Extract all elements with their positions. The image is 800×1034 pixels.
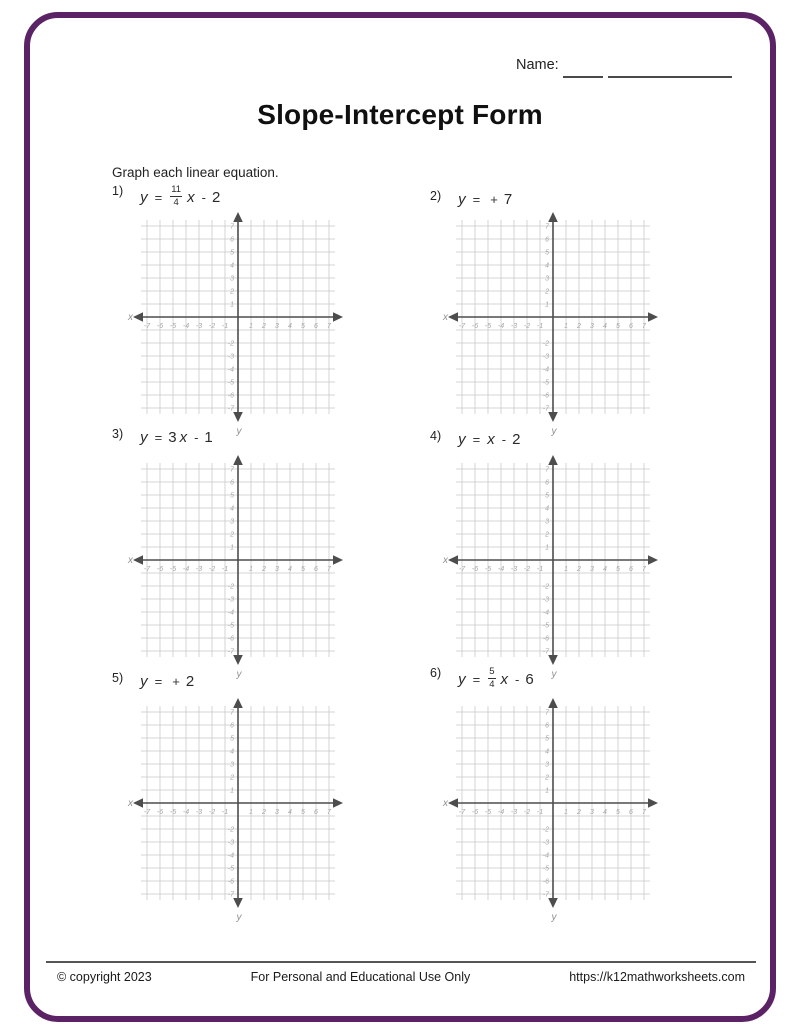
equation-part: 1 xyxy=(204,429,213,446)
svg-text:-4: -4 xyxy=(227,852,234,860)
svg-text:4: 4 xyxy=(230,262,234,270)
equation-part: = xyxy=(154,674,163,689)
svg-text:4: 4 xyxy=(545,505,549,513)
svg-text:5: 5 xyxy=(301,809,305,816)
equation-part: 2 xyxy=(512,431,521,448)
svg-text:2: 2 xyxy=(545,288,549,296)
svg-text:4: 4 xyxy=(603,323,607,330)
svg-text:4: 4 xyxy=(230,748,234,756)
svg-text:-7: -7 xyxy=(458,566,466,573)
svg-text:x: x xyxy=(128,555,133,566)
svg-text:3: 3 xyxy=(275,566,279,573)
svg-text:2: 2 xyxy=(577,809,581,816)
svg-text:-6: -6 xyxy=(227,878,234,886)
equation-part: + xyxy=(490,192,498,207)
svg-text:-3: -3 xyxy=(195,323,203,330)
problem-1 xyxy=(112,186,221,208)
equation-part: 7 xyxy=(503,191,513,208)
svg-text:1: 1 xyxy=(230,787,234,795)
equation-part: y xyxy=(458,431,466,448)
problem-number: 2) xyxy=(430,189,442,203)
svg-text:1: 1 xyxy=(230,544,234,552)
svg-text:6: 6 xyxy=(230,722,234,730)
website-url-link[interactable]: https://k12mathworksheets.com xyxy=(569,970,745,984)
svg-text:3: 3 xyxy=(545,518,549,526)
svg-text:-5: -5 xyxy=(169,809,177,816)
svg-text:-6: -6 xyxy=(156,323,164,330)
svg-text:-3: -3 xyxy=(542,839,549,847)
svg-text:-2: -2 xyxy=(523,323,531,330)
svg-text:-1: -1 xyxy=(221,566,229,573)
equation-part: = xyxy=(472,192,481,207)
svg-text:4: 4 xyxy=(288,566,292,573)
svg-text:y: y xyxy=(236,669,242,680)
equation-part: y xyxy=(458,191,466,208)
svg-text:4: 4 xyxy=(603,566,607,573)
svg-text:7: 7 xyxy=(327,566,331,573)
svg-text:-4: -4 xyxy=(227,366,234,374)
svg-text:-6: -6 xyxy=(156,566,164,573)
svg-text:-6: -6 xyxy=(471,809,479,816)
equation-part: y xyxy=(458,670,466,688)
svg-text:-2: -2 xyxy=(208,323,216,330)
svg-text:-2: -2 xyxy=(542,826,549,834)
svg-text:-3: -3 xyxy=(510,809,518,816)
svg-text:2: 2 xyxy=(545,531,549,539)
svg-text:-5: -5 xyxy=(169,566,177,573)
svg-text:-6: -6 xyxy=(471,323,479,330)
coordinate-grid-3 xyxy=(126,454,350,682)
svg-text:6: 6 xyxy=(545,236,549,244)
svg-text:1: 1 xyxy=(249,323,253,330)
equation-part: 3 xyxy=(168,429,177,446)
svg-text:-3: -3 xyxy=(227,839,234,847)
equation-part: = xyxy=(472,432,481,447)
svg-text:-3: -3 xyxy=(542,353,549,361)
svg-text:-7: -7 xyxy=(458,809,466,816)
svg-text:-5: -5 xyxy=(227,379,234,387)
svg-text:7: 7 xyxy=(327,809,331,816)
svg-text:5: 5 xyxy=(230,492,234,500)
svg-text:5: 5 xyxy=(230,249,234,257)
svg-text:-4: -4 xyxy=(497,566,505,573)
svg-text:-5: -5 xyxy=(169,323,177,330)
svg-text:-3: -3 xyxy=(510,323,518,330)
coordinate-grid-6 xyxy=(441,697,665,925)
svg-text:-6: -6 xyxy=(542,878,549,886)
svg-text:-5: -5 xyxy=(542,379,549,387)
svg-text:-2: -2 xyxy=(523,809,531,816)
svg-text:-5: -5 xyxy=(227,865,234,873)
svg-text:7: 7 xyxy=(545,466,549,474)
svg-text:2: 2 xyxy=(230,288,234,296)
svg-text:y: y xyxy=(551,912,557,923)
fraction: $\frac{5}{4}$ xyxy=(489,666,495,690)
svg-text:-1: -1 xyxy=(221,323,229,330)
svg-text:5: 5 xyxy=(616,566,620,573)
svg-text:1: 1 xyxy=(564,323,568,330)
svg-text:y: y xyxy=(551,426,557,437)
svg-text:6: 6 xyxy=(629,323,633,330)
svg-text:-5: -5 xyxy=(484,323,492,330)
svg-text:-3: -3 xyxy=(227,353,234,361)
svg-text:3: 3 xyxy=(545,761,549,769)
svg-text:-6: -6 xyxy=(542,635,549,643)
svg-text:-3: -3 xyxy=(195,566,203,573)
svg-text:-4: -4 xyxy=(497,323,505,330)
svg-text:-1: -1 xyxy=(536,323,544,330)
equation-part: y xyxy=(140,673,148,690)
equation-part: y xyxy=(140,429,148,446)
svg-text:3: 3 xyxy=(230,761,234,769)
svg-text:-7: -7 xyxy=(542,405,549,413)
svg-text:-1: -1 xyxy=(221,809,229,816)
svg-text:-7: -7 xyxy=(542,891,549,899)
instruction-text: Graph each linear equation. xyxy=(112,165,279,180)
svg-text:-2: -2 xyxy=(542,340,549,348)
problem-2 xyxy=(430,191,513,208)
equation-part: y xyxy=(140,188,148,206)
equation-part: 2 xyxy=(185,673,195,690)
svg-text:5: 5 xyxy=(616,809,620,816)
svg-text:-5: -5 xyxy=(227,622,234,630)
svg-text:6: 6 xyxy=(629,809,633,816)
svg-text:-4: -4 xyxy=(542,366,549,374)
footer-divider xyxy=(46,961,756,963)
svg-text:3: 3 xyxy=(230,518,234,526)
svg-text:1: 1 xyxy=(564,566,568,573)
svg-text:7: 7 xyxy=(327,323,331,330)
svg-text:3: 3 xyxy=(590,323,594,330)
svg-text:-4: -4 xyxy=(497,809,505,816)
problem-number: 1) xyxy=(112,184,124,198)
svg-text:3: 3 xyxy=(275,809,279,816)
equation-part: = xyxy=(154,189,163,205)
svg-text:4: 4 xyxy=(230,505,234,513)
equation-part: = xyxy=(472,671,481,687)
name-underline-segment-2 xyxy=(608,76,732,78)
svg-text:2: 2 xyxy=(230,774,234,782)
equation-part: = xyxy=(154,430,163,445)
equation-part: + xyxy=(172,674,180,689)
svg-text:4: 4 xyxy=(288,323,292,330)
equation-part: - xyxy=(501,432,507,447)
usage-text: For Personal and Educational Use Only xyxy=(250,970,471,984)
svg-text:-2: -2 xyxy=(227,340,234,348)
svg-text:3: 3 xyxy=(275,323,279,330)
svg-text:7: 7 xyxy=(230,466,234,474)
svg-text:-2: -2 xyxy=(208,809,216,816)
equation-part: 6 xyxy=(525,670,534,688)
svg-text:7: 7 xyxy=(642,566,646,573)
coordinate-grid-5 xyxy=(126,697,350,925)
svg-text:-7: -7 xyxy=(542,648,549,656)
svg-text:2: 2 xyxy=(577,566,581,573)
svg-text:1: 1 xyxy=(545,787,549,795)
svg-text:x: x xyxy=(128,312,133,323)
svg-text:x: x xyxy=(128,798,133,809)
svg-text:-5: -5 xyxy=(542,865,549,873)
svg-text:-7: -7 xyxy=(227,648,234,656)
svg-text:-4: -4 xyxy=(542,609,549,617)
svg-text:x: x xyxy=(443,798,448,809)
svg-text:x: x xyxy=(443,312,448,323)
svg-text:7: 7 xyxy=(545,709,549,717)
svg-text:y: y xyxy=(551,669,557,680)
svg-text:-7: -7 xyxy=(143,566,151,573)
svg-text:-6: -6 xyxy=(156,809,164,816)
svg-text:6: 6 xyxy=(545,722,549,730)
svg-text:-1: -1 xyxy=(536,809,544,816)
svg-text:6: 6 xyxy=(230,479,234,487)
svg-text:-6: -6 xyxy=(471,566,479,573)
equation-part: x xyxy=(179,429,188,446)
svg-text:-4: -4 xyxy=(542,852,549,860)
svg-text:6: 6 xyxy=(545,479,549,487)
fraction: $\frac{11}{4}$ xyxy=(171,184,182,208)
svg-text:1: 1 xyxy=(249,566,253,573)
svg-text:5: 5 xyxy=(545,249,549,257)
svg-text:7: 7 xyxy=(545,223,549,231)
equation-part: x xyxy=(187,188,195,206)
svg-text:5: 5 xyxy=(301,566,305,573)
svg-text:1: 1 xyxy=(249,809,253,816)
svg-text:1: 1 xyxy=(545,544,549,552)
svg-text:-2: -2 xyxy=(227,583,234,591)
svg-text:-4: -4 xyxy=(182,566,190,573)
svg-text:-2: -2 xyxy=(542,583,549,591)
svg-text:-4: -4 xyxy=(227,609,234,617)
name-label: Name: xyxy=(516,57,559,73)
svg-text:4: 4 xyxy=(545,262,549,270)
svg-text:-7: -7 xyxy=(458,323,466,330)
svg-text:2: 2 xyxy=(262,323,266,330)
svg-text:-5: -5 xyxy=(484,566,492,573)
svg-text:-2: -2 xyxy=(208,566,216,573)
equation-1 xyxy=(138,186,221,208)
svg-text:-2: -2 xyxy=(227,826,234,834)
svg-text:-3: -3 xyxy=(510,566,518,573)
svg-text:3: 3 xyxy=(590,809,594,816)
svg-text:-7: -7 xyxy=(143,323,151,330)
svg-text:7: 7 xyxy=(642,809,646,816)
equation-part: - xyxy=(515,671,520,687)
svg-text:-4: -4 xyxy=(182,809,190,816)
svg-text:6: 6 xyxy=(314,809,318,816)
svg-text:5: 5 xyxy=(545,735,549,743)
name-underline-segment-1 xyxy=(563,76,603,78)
svg-text:1: 1 xyxy=(545,301,549,309)
svg-text:-6: -6 xyxy=(542,392,549,400)
equation-part: - xyxy=(194,430,199,445)
svg-text:6: 6 xyxy=(314,566,318,573)
svg-text:2: 2 xyxy=(230,531,234,539)
equation-part: x xyxy=(487,431,495,448)
svg-text:x: x xyxy=(443,555,448,566)
svg-text:-6: -6 xyxy=(227,635,234,643)
svg-text:7: 7 xyxy=(230,709,234,717)
svg-text:4: 4 xyxy=(603,809,607,816)
svg-text:-3: -3 xyxy=(542,596,549,604)
equation-part: 2 xyxy=(211,188,221,206)
page-title: Slope-Intercept Form xyxy=(257,99,543,130)
svg-text:3: 3 xyxy=(230,275,234,283)
coordinate-grid-2 xyxy=(441,211,665,439)
svg-text:-2: -2 xyxy=(523,566,531,573)
svg-text:y: y xyxy=(236,426,242,437)
svg-text:4: 4 xyxy=(545,748,549,756)
svg-text:-3: -3 xyxy=(227,596,234,604)
problem-number: 3) xyxy=(112,427,124,441)
svg-text:2: 2 xyxy=(545,774,549,782)
svg-text:5: 5 xyxy=(301,323,305,330)
equation-2 xyxy=(456,191,513,208)
equation-part: - xyxy=(201,189,206,205)
svg-text:5: 5 xyxy=(545,492,549,500)
svg-text:6: 6 xyxy=(629,566,633,573)
svg-text:5: 5 xyxy=(616,323,620,330)
svg-text:3: 3 xyxy=(545,275,549,283)
svg-text:-6: -6 xyxy=(227,392,234,400)
svg-text:6: 6 xyxy=(314,323,318,330)
svg-text:-5: -5 xyxy=(542,622,549,630)
copyright-text: © copyright 2023 xyxy=(57,970,152,984)
svg-text:-5: -5 xyxy=(484,809,492,816)
svg-text:2: 2 xyxy=(262,566,266,573)
svg-text:6: 6 xyxy=(230,236,234,244)
svg-text:-7: -7 xyxy=(227,891,234,899)
svg-text:7: 7 xyxy=(642,323,646,330)
svg-text:4: 4 xyxy=(288,809,292,816)
svg-text:-1: -1 xyxy=(536,566,544,573)
svg-text:-7: -7 xyxy=(227,405,234,413)
svg-text:-3: -3 xyxy=(195,809,203,816)
footer xyxy=(57,970,745,984)
coordinate-grid-4 xyxy=(441,454,665,682)
svg-text:-7: -7 xyxy=(143,809,151,816)
problem-number: 5) xyxy=(112,671,124,685)
problem-number: 4) xyxy=(430,429,442,443)
svg-text:1: 1 xyxy=(230,301,234,309)
svg-text:3: 3 xyxy=(590,566,594,573)
problem-number: 6) xyxy=(430,666,442,680)
svg-text:1: 1 xyxy=(564,809,568,816)
coordinate-grid-1 xyxy=(126,211,350,439)
svg-text:-4: -4 xyxy=(182,323,190,330)
equation-part: x xyxy=(500,670,509,688)
svg-text:2: 2 xyxy=(577,323,581,330)
svg-text:y: y xyxy=(236,912,242,923)
svg-text:5: 5 xyxy=(230,735,234,743)
svg-text:7: 7 xyxy=(230,223,234,231)
svg-text:2: 2 xyxy=(262,809,266,816)
